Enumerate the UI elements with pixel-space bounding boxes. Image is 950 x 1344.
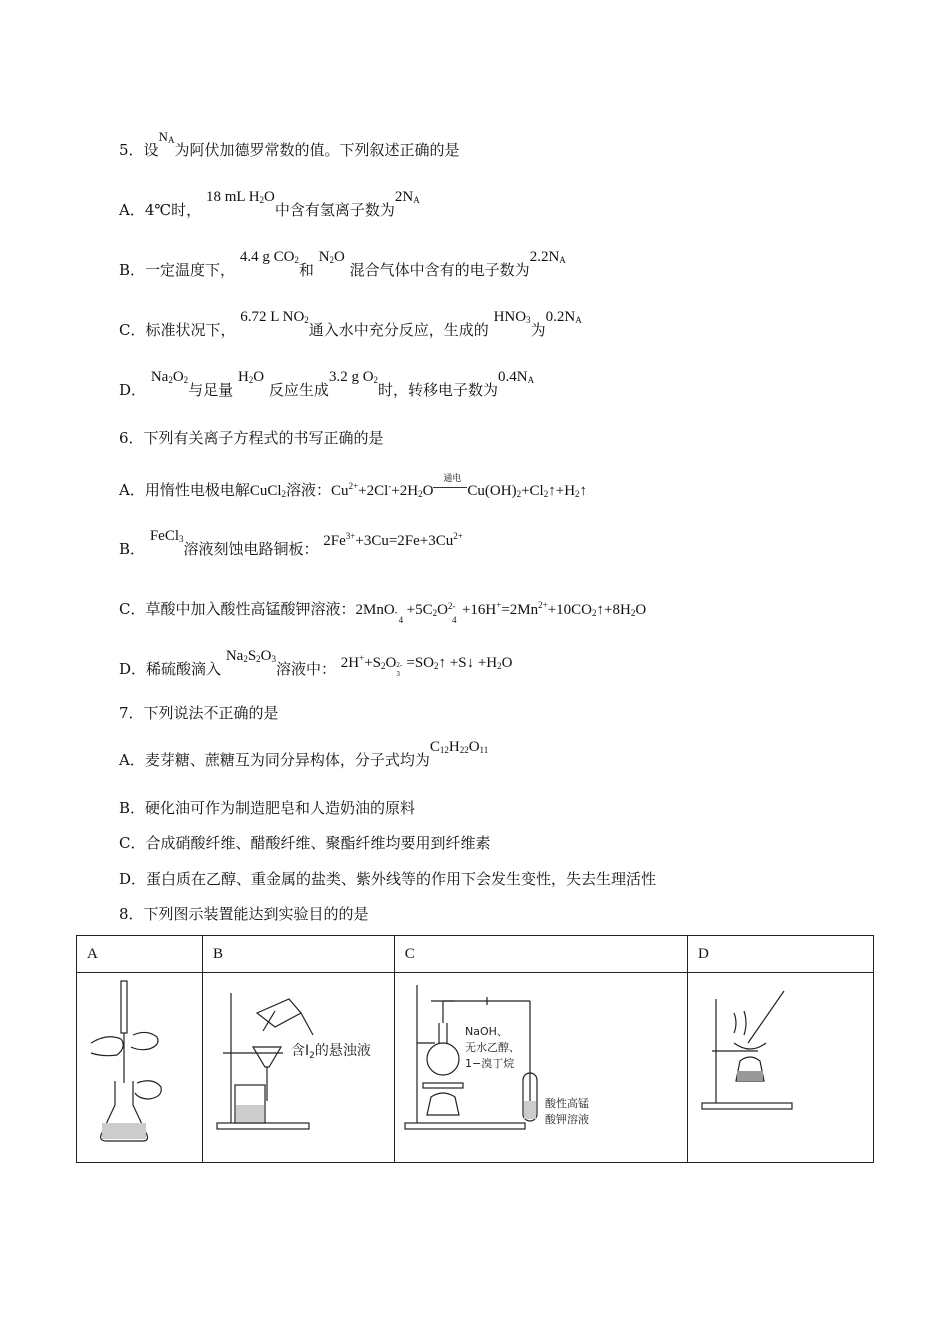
apparatus-b-cell [203, 973, 395, 1163]
q6-option-c: C．草酸中加入酸性高锰酸钾溶液：2MnO - 4 $+5C_2O$ 2- 4 $+16H^+=2Mn^{2+}+10CO_2↑+8H_2O$ [119, 600, 647, 625]
q5-option-d: D． $Na_2O_2$与足量 $H_2O$ 反应生成3.2 g $O_2$时，转移电子数为$0.4N_A$ [119, 369, 535, 399]
reagent-label-2: 无水乙醇、 [464, 1041, 520, 1054]
q5-option-c: C．标准状况下， 6.72 L $NO_2$通入水中充分反应，生成的 $HNO_3$为$0.2N_A$ [119, 309, 582, 339]
q7-option-d: D．蛋白质在乙醇、重金属的盐类、紫外线等的作用下会发生变性，失去生理活性 [119, 870, 657, 888]
electrolysis-condition: 通电 [433, 481, 467, 495]
header-d: D [688, 936, 874, 973]
q8-stem: 8．下列图示装置能达到实验目的的是 [119, 905, 369, 923]
elimination-reaction-diagram [395, 973, 685, 1158]
q7-option-c: C．合成硝酸纤维、醋酸纤维、聚酯纤维均要用到纤维素 [119, 834, 491, 852]
header-c: C [394, 936, 687, 973]
reagent-label-1: NaOH、 [464, 1025, 508, 1038]
evaporation-diagram [688, 973, 873, 1158]
q6-option-b: B． FeCl$_3$溶液刻蚀电路铜板： $2Fe^{3+}+3Cu=2Fe+3Cu^{2+}$ [119, 528, 463, 558]
suspension-label: 含$I_2$的悬浊液 [291, 1043, 371, 1061]
q6-option-a: A．用惰性电极电解CuCl$_2$溶液：$Cu^{2+}+2Cl^-+2H_2O$ 通电 $Cu(OH)_2+Cl_2↑+H_2↑$ [119, 474, 588, 499]
q7-stem: 7．下列说法不正确的是 [119, 704, 279, 722]
permanganate-label-1: 酸性高锰 [544, 1097, 589, 1110]
filtration-diagram [203, 973, 393, 1158]
apparatus-a-cell [77, 973, 203, 1163]
permanganate-label-2: 酸钾溶液 [544, 1113, 589, 1126]
q6-option-d: D．稀硫酸滴入 $Na_2S_2O_3$溶液中： $2H^++S_2O$ 2- 3 $=SO_2↑$ +S↓ $+H_2O$ [119, 648, 513, 678]
header-b: B [203, 936, 395, 973]
apparatus-d-cell [688, 973, 874, 1163]
apparatus-c-cell [394, 973, 687, 1163]
q5-option-a: A．4℃时， 18 mL $H_2O$中含有氢离子数为$2N_A$ [119, 189, 420, 219]
reagent-label-3: 1−溴丁烷 [464, 1057, 514, 1070]
q7-option-a: A．麦芽糖、蔗糖互为同分异构体，分子式均为$C_{12}H_{22}O_{11}$ [119, 739, 489, 769]
q6-stem: 6．下列有关离子方程式的书写正确的是 [119, 429, 384, 447]
table-header-row [77, 936, 874, 973]
header-a: A [77, 936, 203, 973]
titration-diagram [77, 973, 202, 1158]
q7-option-b: B．硬化油可作为制造肥皂和人造奶油的原料 [119, 799, 416, 817]
q5-stem: 5．设$N_A$为阿伏加德罗常数的值。下列叙述正确的是 [119, 129, 460, 159]
table-image-row [77, 973, 874, 1163]
q5-option-b: B．一定温度下， 4.4 g $CO_2$和 $N_2O$ 混合气体中含有的电子数为$2.2N_A$ [119, 249, 566, 279]
apparatus-table [76, 935, 874, 1163]
